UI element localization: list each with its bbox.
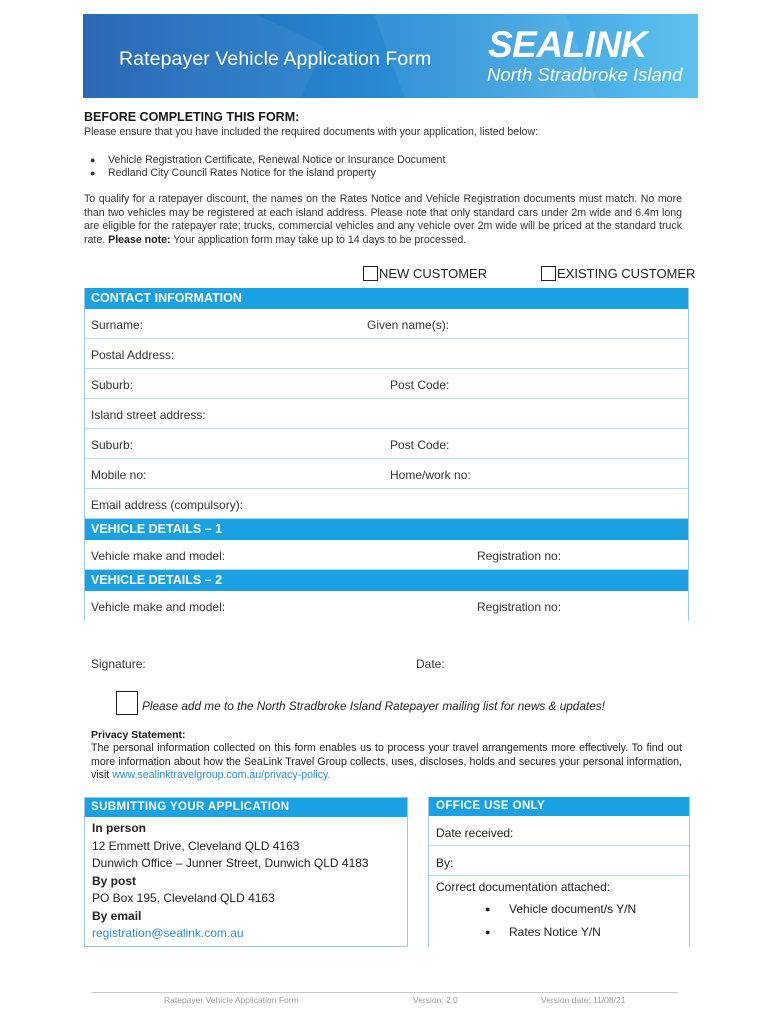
mailing-list-checkbox[interactable]: [116, 691, 138, 715]
suburb-field[interactable]: Suburb:: [91, 378, 134, 392]
registration-email-link[interactable]: registration@sealink.com.au: [92, 926, 244, 940]
vehicle2-row[interactable]: [85, 591, 688, 621]
submitting-box: [84, 797, 408, 947]
island-address-row[interactable]: [85, 399, 688, 429]
address-cleveland: 12 Emmett Drive, Cleveland QLD 4163: [92, 838, 300, 853]
bullet-icon: ●: [485, 926, 491, 937]
list-item: ● Vehicle Registration Certificate, Renewal Notice or Insurance Document: [90, 153, 446, 166]
privacy-body: The personal information collected on this form enables us to process your travel arrangements more effectively. To find out more information about how the SeaLink Travel Group collects, uses, discloses, holds and secures your personal information, visit www.sealinktravelgroup.com.au/privacy-policy.: [91, 742, 682, 781]
email-row[interactable]: [85, 489, 688, 519]
list-item: ● Vehicle document/s Y/N: [485, 901, 637, 916]
office-use-box: [428, 797, 690, 947]
surname-row[interactable]: [85, 309, 688, 339]
docs-attached-label: Correct documentation attached:: [436, 880, 611, 894]
vehicle2-registration-field[interactable]: Registration no:: [477, 600, 562, 614]
office-use-heading: OFFICE USE ONLY: [429, 797, 689, 816]
new-customer-label: NEW CUSTOMER: [379, 266, 488, 281]
list-item: ● Redland City Council Rates Notice for the island property: [90, 166, 376, 179]
po-box: PO Box 195, Cleveland QLD 4163: [92, 891, 275, 905]
island-suburb-field[interactable]: Suburb:: [91, 438, 134, 452]
phone-row[interactable]: [85, 459, 688, 489]
bullet-icon: ●: [485, 903, 491, 914]
footer-divider: [91, 992, 678, 993]
footer-version-date: Version date: 11/08/21: [541, 995, 626, 1005]
post-code-field[interactable]: Post Code:: [390, 378, 450, 392]
required-documents-list: [90, 153, 445, 179]
bullet-icon: ●: [90, 154, 96, 165]
new-customer-option[interactable]: [363, 266, 487, 281]
vehicle1-row[interactable]: [85, 540, 688, 570]
postal-address-field[interactable]: Postal Address:: [91, 348, 175, 362]
privacy-heading: Privacy Statement:: [91, 729, 186, 741]
intro-line: Please ensure that you have included the required documents with your application, listed below:: [84, 126, 539, 138]
submitting-heading: SUBMITTING YOUR APPLICATION: [85, 798, 407, 817]
existing-customer-checkbox[interactable]: [541, 266, 556, 281]
vehicle1-section-heading: VEHICLE DETAILS – 1: [85, 519, 688, 540]
new-customer-checkbox[interactable]: [363, 266, 378, 281]
logo-subtitle: North Stradbroke Island: [487, 64, 683, 85]
vehicle1-registration-field[interactable]: Registration no:: [477, 549, 562, 563]
bullet-icon: ●: [90, 167, 96, 178]
by-field: By:: [429, 846, 689, 876]
office-checklist: [429, 897, 689, 943]
home-work-field[interactable]: Home/work no:: [390, 468, 471, 482]
mailing-list-label: Please add me to the North Stradbroke Island Ratepayer mailing list for news & updates!: [142, 699, 605, 713]
header-banner: [83, 14, 698, 98]
footer-version: Version: 2.0: [413, 995, 458, 1005]
date-field[interactable]: Date:: [416, 657, 445, 671]
island-suburb-row[interactable]: [85, 429, 688, 459]
signature-field[interactable]: Signature:: [91, 657, 146, 671]
list-item: ● Rates Notice Y/N: [485, 924, 601, 939]
postal-address-row[interactable]: [85, 339, 688, 369]
vehicle2-section-heading: VEHICLE DETAILS – 2: [85, 570, 688, 591]
application-form: [84, 288, 689, 621]
surname-field[interactable]: Surname:: [91, 318, 144, 332]
address-dunwich: Dunwich Office – Junner Street, Dunwich QLD 4183: [92, 856, 369, 870]
island-street-field[interactable]: Island street address:: [91, 408, 206, 422]
qualify-paragraph: To qualify for a ratepayer discount, the names on the Rates Notice and Vehicle Registration documents must match. No more than two vehicles may be registered at each island address. Please note that only standard cars under 2m wide and 6.4m long are eligible for the ratepayer rate; trucks, commercial vehicles and any vehicle over 2m wide will be priced at the standard truck rate. Please note: Your application form may take up to 14 days to be processed.: [84, 193, 682, 246]
email-field[interactable]: Email address (compulsory):: [91, 498, 244, 512]
sealink-logo-icon: [479, 22, 487, 30]
vehicle1-make-model-field[interactable]: Vehicle make and model:: [91, 549, 226, 563]
existing-customer-option[interactable]: [541, 266, 695, 281]
intro-heading: BEFORE COMPLETING THIS FORM:: [84, 110, 300, 124]
logo-wordmark: SEALINK: [488, 24, 647, 65]
by-email-label: By email: [92, 908, 142, 923]
island-post-code-field[interactable]: Post Code:: [390, 438, 450, 452]
form-title: Ratepayer Vehicle Application Form: [119, 48, 432, 70]
date-received-field: Date received:: [429, 816, 689, 846]
existing-customer-label: EXISTING CUSTOMER: [557, 266, 696, 281]
footer-form-name: Ratepayer Vehicle Application Form: [164, 995, 299, 1005]
vehicle2-make-model-field[interactable]: Vehicle make and model:: [91, 600, 226, 614]
by-post-label: By post: [92, 873, 137, 888]
postal-suburb-row[interactable]: [85, 369, 688, 399]
given-names-field[interactable]: Given name(s):: [367, 318, 450, 332]
contact-section-heading: CONTACT INFORMATION: [85, 288, 688, 309]
privacy-policy-link[interactable]: www.sealinktravelgroup.com.au/privacy-policy.: [112, 769, 331, 781]
mobile-field[interactable]: Mobile no:: [91, 468, 147, 482]
in-person-label: In person: [92, 821, 147, 835]
